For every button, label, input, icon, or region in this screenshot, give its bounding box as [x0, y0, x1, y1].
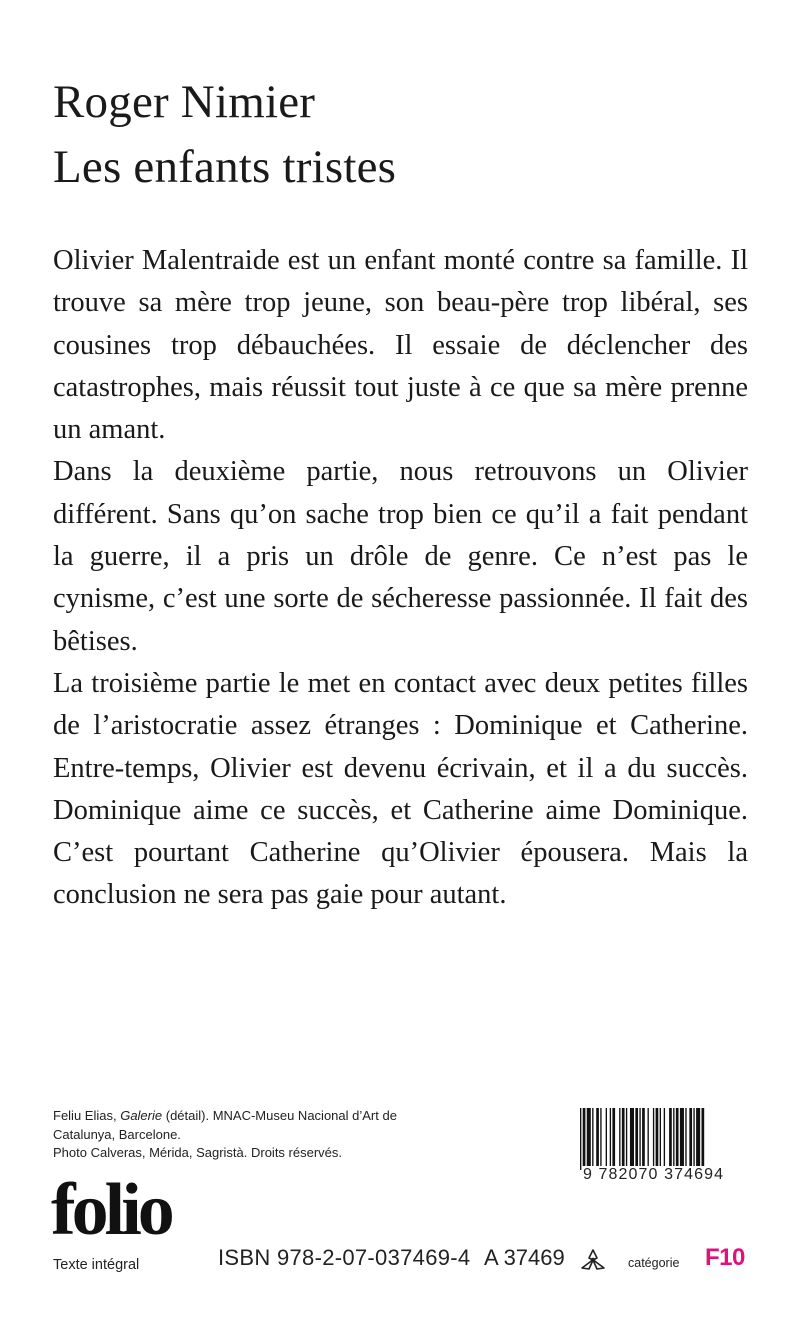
barcode-bar: [622, 1108, 625, 1170]
gallimard-star-icon: [580, 1248, 606, 1272]
barcode-bar: [664, 1108, 665, 1170]
credit-line-1: Feliu Elias, Galerie (détail). MNAC-Museu Nacional d’Art de: [53, 1108, 397, 1123]
barcode-bar: [673, 1108, 674, 1170]
barcode-bar: [619, 1108, 620, 1170]
category-code: F10: [705, 1244, 745, 1271]
barcode-bar: [680, 1108, 684, 1170]
barcode-bar: [635, 1108, 638, 1170]
barcode-bar: [587, 1108, 591, 1170]
barcode-bar: [696, 1108, 700, 1170]
barcode-bar: [642, 1108, 645, 1170]
blurb-paragraph-3: La troisième partie le met en contact avec deux petites filles de l’aristocratie assez étranges : Dominique et Catherine. Entre-temps, Olivier est devenu écrivain, et il a du succès. Dominique aime ce succès, et Catherine aime Dominique. C’est pourtant Catherine qu’Olivier épousera. Mais la conclusion ne sera pas gaie pour autant.: [53, 667, 748, 911]
barcode-bar: [702, 1108, 705, 1170]
barcode-bar: [689, 1108, 692, 1170]
barcode-bar: [610, 1108, 611, 1170]
barcode-bar: [653, 1108, 654, 1170]
barcode-bar: [660, 1108, 661, 1170]
credit-line-3: Photo Calveras, Mérida, Sagristà. Droits réservés.: [53, 1145, 342, 1160]
barcode-bar: [606, 1108, 607, 1170]
barcode-bar: [612, 1108, 615, 1170]
barcode-number: 9 782070 374694: [583, 1166, 725, 1183]
barcode-bar: [656, 1108, 659, 1170]
barcode-bar: [648, 1108, 649, 1170]
catalog-code: A 37469: [484, 1245, 565, 1270]
barcode-bar: [630, 1108, 634, 1170]
back-cover-blurb: [53, 240, 748, 917]
folio-subtitle: Texte intégral: [53, 1257, 140, 1273]
barcode-bar: [626, 1108, 627, 1170]
blurb-paragraph-2: Dans la deuxième partie, nous retrouvons un Olivier différent. Sans qu’on sache trop bien ce qu’il a fait pendant la guerre, il a pris un drôle de genre. Ce n’est pas le cynisme, c’est une sorte de sécheresse passionnée. Il fait des bêtises.: [53, 456, 748, 657]
barcode-bar: [669, 1108, 672, 1170]
barcode-bar: [639, 1108, 640, 1170]
barcode-bar: [600, 1108, 601, 1170]
book-title: Les enfants tristes: [53, 141, 397, 193]
category-label: catégorie: [628, 1256, 680, 1270]
blurb-paragraph-1: Olivier Malentraide est un enfant monté contre sa famille. Il trouve sa mère trop jeune, son beau-père trop libéral, ses cousines trop débauchées. Il essaie de déclencher des catastrophes, mais réussit tout juste à ce que sa mère prenne un amant.: [53, 245, 748, 446]
barcode-bar: [596, 1108, 599, 1170]
barcode-bar: [676, 1108, 679, 1170]
barcode-bar: [693, 1108, 694, 1170]
credit-line-2: Catalunya, Barcelone.: [53, 1126, 181, 1142]
barcode-bar: [592, 1108, 593, 1170]
isbn: ISBN 978-2-07-037469-4: [218, 1245, 471, 1270]
book-author: Roger Nimier: [53, 76, 316, 128]
barcode-bar: [583, 1108, 586, 1170]
barcode-bar: [580, 1108, 581, 1170]
folio-logo: folio: [51, 1169, 171, 1251]
barcode-bar: [685, 1108, 686, 1170]
cover-image-credit: [53, 1107, 593, 1163]
